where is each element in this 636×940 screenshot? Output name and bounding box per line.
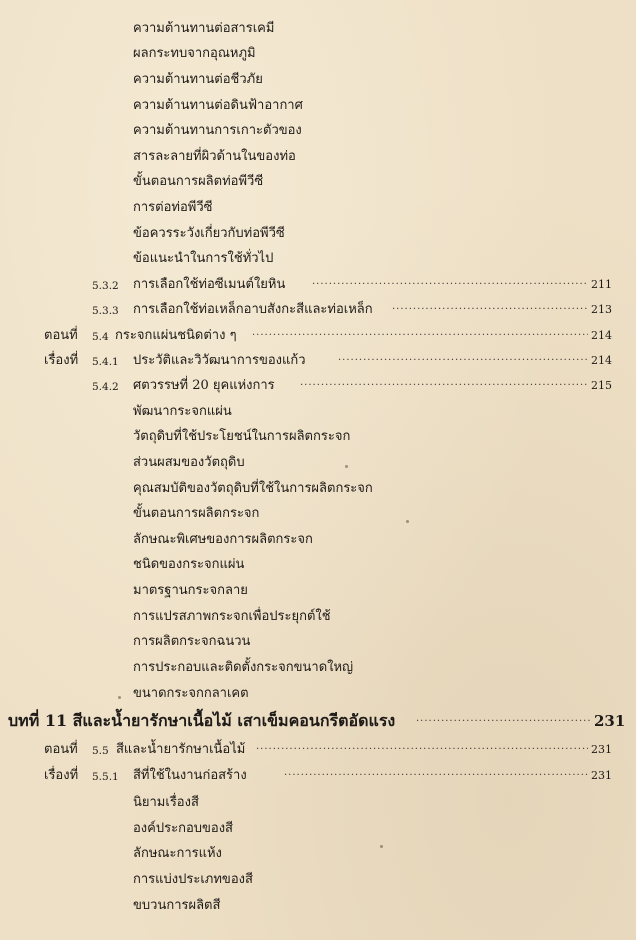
toc-item: ชนิดของกระจกแผ่น [133,557,245,572]
dot-leader [256,741,588,759]
section-title: การเลือกใช้ท่อเหล็กอาบสังกะสีและท่อเหล็ก [133,302,373,317]
toc-item: ขั้นตอนการผลิตท่อพีวีซี [133,174,264,189]
paper-speck [380,845,383,848]
toc-item: ความต้านทานต่อดินฟ้าอากาศ [133,98,303,113]
dot-leader [338,352,588,370]
toc-item: การแปรสภาพกระจกเพื่อประยุกต์ใช้ [133,609,331,624]
section-title: ศตวรรษที่ 20 ยุคแห่งการ [133,378,275,393]
dot-leader [392,301,588,319]
toc-item: ขบวนการผลิตสี [133,898,221,913]
section-number: 5.3.3 [92,305,119,317]
section-title: ประวัติและวิวัฒนาการของแก้ว [133,353,306,368]
chapter-title: บทที่ 11 สีและน้ำยารักษาเนื้อไม้ เสาเข็มคอนกรีตอัดแรง [8,711,396,730]
section-number: 5.3.2 [92,280,119,292]
toc-item: องค์ประกอบของสี [133,821,233,836]
section-number: 5.4.1 [92,356,119,368]
toc-item: การประกอบและติดตั้งกระจกขนาดใหญ่ [133,660,354,675]
paper-speck [406,520,409,523]
toc-item: สารละลายที่ผิวด้านในของท่อ [133,149,296,164]
toc-item: ส่วนผสมของวัตถุดิบ [133,455,245,470]
section-title: การเลือกใช้ท่อซีเมนต์ใยหิน [133,277,286,292]
dot-leader [312,276,588,294]
page-number: 211 [591,278,612,291]
paper-speck [345,465,348,468]
toc-item: ลักษณะการแห้ง [133,846,222,861]
toc-item: ความต้านทานต่อสารเคมี [133,21,275,36]
toc-item: ลักษณะพิเศษของการผลิตกระจก [133,532,313,547]
toc-item: ผลกระทบจากอุณหภูมิ [133,46,256,61]
section-number: 5.5.1 [92,771,119,783]
section-number: 5.4.2 [92,381,119,393]
toc-item: การแบ่งประเภทของสี [133,872,253,887]
dot-leader [300,377,588,395]
toc-item: คุณสมบัติของวัตถุดิบที่ใช้ในการผลิตกระจก [133,481,373,496]
toc-item: ความต้านทานการเกาะตัวของ [133,123,302,138]
paper-speck [118,696,121,699]
section-title: กระจกแผ่นชนิดต่าง ๆ [115,328,237,343]
dot-leader [252,327,588,345]
toc-item: ความต้านทานต่อชีวภัย [133,72,263,87]
page-number: 215 [591,379,612,392]
toc-item: ขนาดกระจกกลาเคต [133,686,249,701]
part-prefix: ตอนที่ [44,742,78,757]
toc-item: ขั้นตอนการผลิตกระจก [133,506,260,521]
page-number: 214 [591,354,612,367]
toc-item: การต่อท่อพีวีซี [133,200,213,215]
toc-item: การผลิตกระจกฉนวน [133,634,251,649]
toc-item: มาตรฐานกระจกลาย [133,583,248,598]
page-number: 231 [591,743,612,756]
chapter-page-number: 231 [594,712,626,730]
toc-item: วัตถุดิบที่ใช้ประโยชน์ในการผลิตกระจก [133,429,351,444]
topic-prefix: เรื่องที่ [44,768,79,783]
topic-prefix: เรื่องที่ [44,353,79,368]
dot-leader [284,767,588,785]
part-prefix: ตอนที่ [44,328,78,343]
section-number: 5.4 [92,331,109,343]
page-number: 231 [591,769,612,782]
toc-item: นิยามเรื่องสี [133,795,199,810]
page-number: 213 [591,303,612,316]
page-number: 214 [591,329,612,342]
section-title: สีที่ใช้ในงานก่อสร้าง [133,768,247,783]
toc-item: พัฒนากระจกแผ่น [133,404,232,419]
section-number: 5.5 [92,745,109,757]
toc-item: ข้อแนะนำในการใช้ทั่วไป [133,251,274,266]
dot-leader [416,713,590,731]
section-title: สีและน้ำยารักษาเนื้อไม้ [116,742,246,757]
toc-item: ข้อควรระวังเกี่ยวกับท่อพีวีซี [133,226,285,241]
